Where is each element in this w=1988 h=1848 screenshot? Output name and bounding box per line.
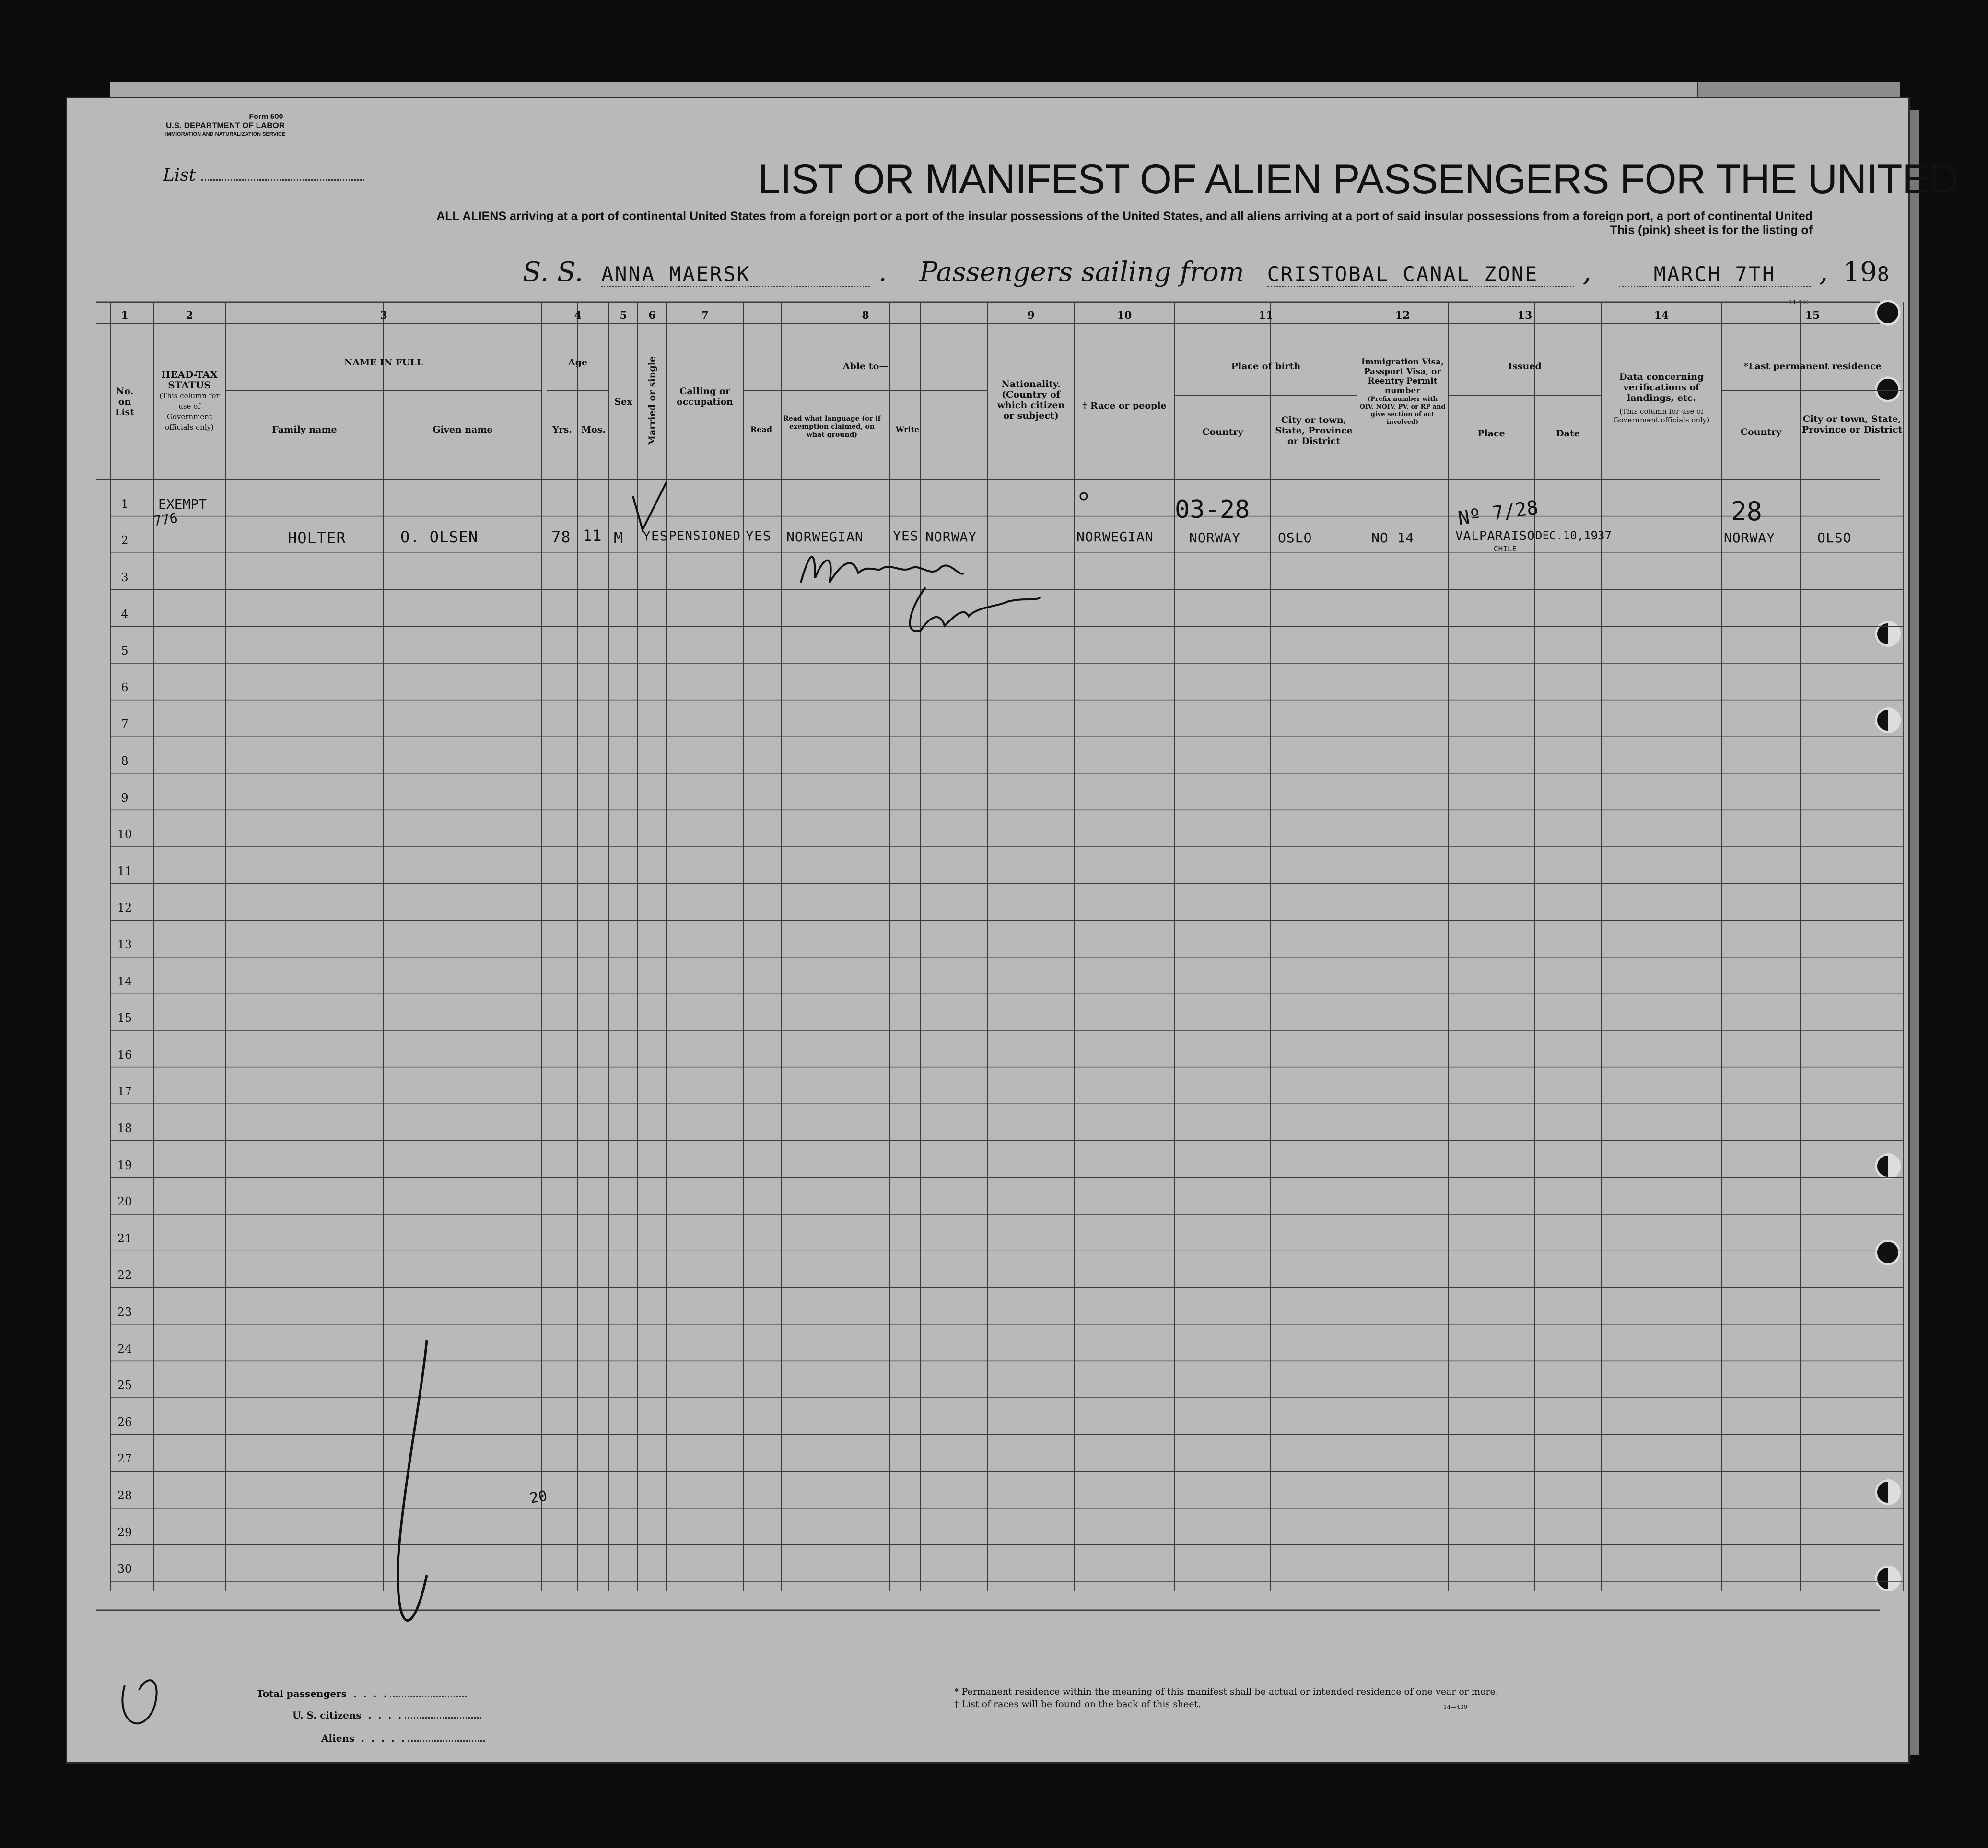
departure-port: CRISTOBAL CANAL ZONE bbox=[1267, 262, 1574, 287]
family-name-cell: HOLTER bbox=[288, 529, 346, 547]
header-name-in-full: NAME IN FULL bbox=[344, 357, 423, 368]
header-yrs: Yrs. bbox=[552, 424, 572, 435]
header-birth-city: City or town, State, Province or District bbox=[1275, 415, 1353, 446]
aliens-text: Aliens bbox=[321, 1732, 355, 1744]
birth-country-cell: NORWAY bbox=[1189, 530, 1241, 546]
occupation-cell: PENSIONED bbox=[669, 529, 741, 543]
header-head-tax-title: HEAD-TAX STATUS bbox=[161, 369, 218, 391]
row-number: 28 bbox=[117, 1489, 132, 1502]
column-number: 2 bbox=[186, 309, 193, 322]
visa-cell: NO 14 bbox=[1371, 530, 1415, 546]
row-number: 19 bbox=[117, 1158, 132, 1172]
row-number: 24 bbox=[117, 1342, 132, 1356]
language-cell: NORWEGIAN bbox=[786, 529, 864, 545]
header-issued-date: Date bbox=[1556, 428, 1580, 439]
visa-annotation: Nº 7/28 bbox=[1456, 496, 1540, 530]
column-number: 1 bbox=[121, 309, 129, 322]
column-number: 13 bbox=[1517, 309, 1532, 322]
departure-date: MARCH 7TH bbox=[1619, 262, 1811, 287]
residence-country-cell: NORWAY bbox=[1724, 530, 1776, 546]
header-last-residence: *Last permanent residence bbox=[1743, 361, 1882, 372]
column-number: 9 bbox=[1027, 309, 1035, 322]
header-married: Married or single bbox=[647, 356, 657, 446]
row-number: 29 bbox=[117, 1525, 132, 1539]
column-number: 7 bbox=[701, 309, 709, 322]
header-data-note: (This column for use of Government officials only) bbox=[1613, 407, 1710, 424]
birth-city-cell: OSLO bbox=[1278, 530, 1312, 546]
year-suffix: 8 bbox=[1877, 262, 1891, 286]
header-lr-city: City or town, State, Province or District bbox=[1801, 414, 1903, 435]
service: IMMIGRATION AND NATURALIZATION SERVICE bbox=[165, 131, 286, 137]
column-number: 8 bbox=[862, 309, 869, 322]
row-number: 20 bbox=[117, 1195, 132, 1209]
row-number: 18 bbox=[117, 1122, 132, 1135]
row-number: 23 bbox=[117, 1305, 132, 1319]
row-number: 9 bbox=[121, 791, 129, 805]
given-name-cell: O. OLSEN bbox=[400, 528, 479, 546]
column-number: 4 bbox=[574, 309, 582, 322]
row-number: 22 bbox=[117, 1268, 132, 1282]
footer-code: 14—430 bbox=[1443, 1704, 1468, 1710]
total-passengers-text: Total passengers bbox=[257, 1688, 347, 1699]
list-label: List bbox=[163, 165, 196, 185]
row-number: 12 bbox=[117, 901, 132, 915]
column-number: 11 bbox=[1258, 309, 1274, 322]
header-lr-country: Country bbox=[1740, 427, 1782, 437]
department: U.S. DEPARTMENT OF LABOR bbox=[165, 121, 285, 130]
header-birth-country: Country bbox=[1202, 427, 1243, 437]
issued-place-sub: CHILE bbox=[1494, 544, 1517, 553]
write-cell: YES bbox=[893, 528, 919, 544]
aliens-label: Aliens . . . . . bbox=[321, 1732, 485, 1744]
row-number: 26 bbox=[117, 1415, 132, 1429]
row-number: 25 bbox=[117, 1379, 132, 1392]
row-number: 5 bbox=[121, 644, 129, 658]
intro-line-1: ALL ALIENS arriving at a port of continental United States from a foreign port or a port of the insular possessions of the United States, and all aliens arriving at a port of said insular possessions from a foreign port, a port of continental United bbox=[436, 210, 1813, 223]
birth-code: 03-28 bbox=[1175, 495, 1250, 524]
aliens-line bbox=[408, 1740, 485, 1742]
header-head-tax-note: (This column for use of Government officials only) bbox=[159, 391, 220, 432]
manifest-grid bbox=[67, 98, 1908, 1762]
row-number: 8 bbox=[121, 754, 129, 768]
corner-code: 14-430 bbox=[1789, 299, 1809, 305]
row-number: 11 bbox=[117, 864, 132, 878]
race-cell: NORWEGIAN bbox=[1076, 529, 1154, 545]
header-family-name: Family name bbox=[272, 424, 337, 435]
header-visa bbox=[1359, 357, 1446, 426]
row-number: 21 bbox=[117, 1231, 132, 1245]
row-number: 15 bbox=[117, 1011, 132, 1025]
form-number: Form 500 bbox=[249, 113, 283, 121]
row-number: 7 bbox=[121, 717, 129, 731]
footnote-races: † List of races will be found on the back of this sheet. bbox=[954, 1699, 1201, 1709]
head-tax-status: EXEMPT bbox=[158, 496, 207, 512]
nationality-cell: NORWAY bbox=[925, 529, 977, 545]
column-number: 5 bbox=[620, 309, 627, 322]
header-age: Age bbox=[568, 357, 588, 368]
year-prefix: 19 bbox=[1843, 257, 1877, 288]
issued-place-cell: VALPARAISO bbox=[1455, 529, 1535, 543]
ss-label: S. S. bbox=[523, 257, 584, 288]
column-number: 14 bbox=[1654, 309, 1669, 322]
header-data-title: Data concerning verifications of landings, etc. bbox=[1619, 372, 1704, 403]
header-given-name: Given name bbox=[433, 424, 493, 435]
header-visa-note: (Prefix number with QIV, NQIV, PV, or RP and give section of act involved) bbox=[1359, 396, 1446, 426]
residence-city-cell: OLSO bbox=[1817, 530, 1852, 546]
row-number: 16 bbox=[117, 1048, 132, 1062]
voyage-line: S. S. ANNA MAERSK . Passengers sailing from CRISTOBAL CANAL ZONE , MARCH 7TH , 198 bbox=[523, 257, 1891, 288]
header-data-concerning bbox=[1606, 372, 1717, 424]
column-number: 6 bbox=[648, 309, 656, 322]
issued-date-cell: DEC.10,1937 bbox=[1535, 529, 1612, 542]
header-head-tax bbox=[156, 369, 223, 433]
header-calling: Calling or occupation bbox=[677, 386, 733, 407]
column-number: 10 bbox=[1117, 309, 1132, 322]
manifest-page bbox=[67, 98, 1959, 1762]
header-issued: Issued bbox=[1508, 361, 1542, 372]
header-nationality: Nationality. (Country of which citizen or subject) bbox=[997, 379, 1065, 421]
age-mos-cell: 11 bbox=[583, 526, 602, 545]
header-read-language: Read what language (or if exemption claimed, on what ground) bbox=[783, 415, 881, 439]
header-sex: Sex bbox=[614, 397, 632, 407]
footnote-residence: * Permanent residence within the meaning of this manifest shall be actual or intended residence of one year or more. bbox=[954, 1686, 1498, 1697]
sailing-label: Passengers sailing from bbox=[919, 257, 1244, 288]
age-yrs-cell: 78 bbox=[551, 528, 571, 546]
us-citizens-line bbox=[405, 1717, 481, 1719]
row-number: 4 bbox=[121, 607, 129, 621]
row-number: 6 bbox=[121, 680, 129, 694]
header-visa-title: Immigration Visa, Passport Visa, or Reentry Permit number bbox=[1361, 357, 1444, 396]
row-number: 27 bbox=[117, 1452, 132, 1466]
header-read: Read bbox=[750, 425, 772, 434]
header-able-to: Able to— bbox=[842, 361, 889, 372]
back-sheet-top bbox=[110, 82, 1798, 101]
column-number: 12 bbox=[1395, 309, 1410, 322]
header-race: † Race or people bbox=[1082, 400, 1167, 411]
margin-mark: 20 bbox=[528, 1487, 549, 1507]
residence-code: 28 bbox=[1731, 496, 1763, 526]
page-title: LIST OR MANIFEST OF ALIEN PASSENGERS FOR THE UNITED bbox=[758, 156, 1959, 202]
row-number: 14 bbox=[117, 974, 132, 988]
header-issued-place: Place bbox=[1477, 428, 1505, 439]
row-number: 13 bbox=[117, 938, 132, 951]
column-number: 15 bbox=[1805, 309, 1820, 322]
total-passengers-line bbox=[390, 1696, 467, 1697]
row-number: 10 bbox=[117, 828, 132, 842]
row-number: 30 bbox=[117, 1562, 132, 1576]
us-citizens-text: U. S. citizens bbox=[292, 1709, 362, 1721]
read-cell: YES bbox=[746, 528, 772, 544]
row-number: 1 bbox=[121, 497, 129, 511]
total-passengers-label: Total passengers . . . . bbox=[257, 1688, 467, 1699]
column-number: 3 bbox=[380, 309, 387, 322]
header-mos: Mos. bbox=[581, 424, 606, 435]
married-cell: YES bbox=[643, 528, 668, 544]
head-tax-code: 776 bbox=[152, 510, 179, 529]
intro-line-2: This (pink) sheet is for the listing of bbox=[1610, 223, 1813, 237]
row-number: 2 bbox=[121, 534, 129, 548]
us-citizens-label: U. S. citizens . . . . bbox=[292, 1709, 481, 1721]
header-write: Write bbox=[895, 425, 920, 434]
row-number: 3 bbox=[121, 571, 129, 584]
header-place-of-birth: Place of birth bbox=[1231, 361, 1301, 372]
ship-name: ANNA MAERSK bbox=[601, 262, 870, 287]
header-no-on-list: No. on List bbox=[115, 386, 135, 418]
sex-cell: M bbox=[614, 529, 624, 547]
row-number: 17 bbox=[117, 1085, 132, 1099]
